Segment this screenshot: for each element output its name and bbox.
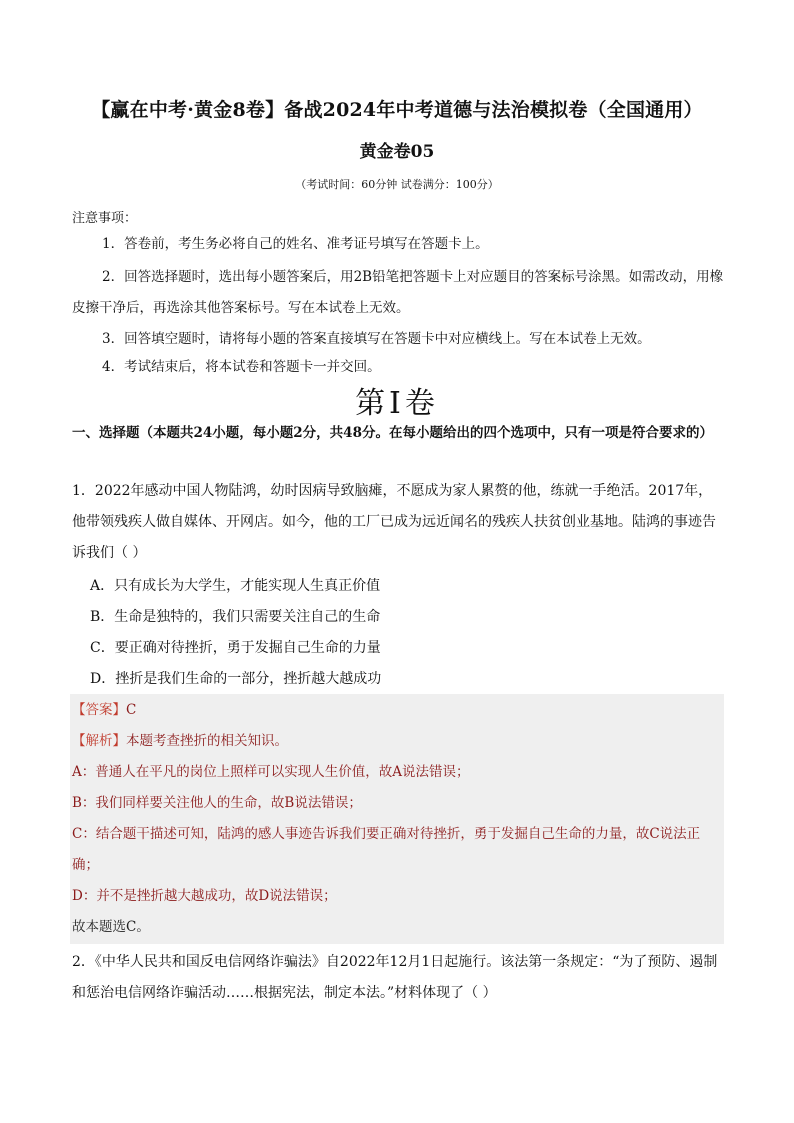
question-1-stem: 1．2022年感动中国人物陆鸿，幼时因病导致脑瘫，不愿成为家人累赘的他，练就一手绝活。2017年，他带领残疾人做自媒体、开网店。如今，他的工厂已成为远近闻名的残疾人扶贫创业基地。陆鸿的事迹告诉我们（ ） [72,483,716,561]
section-heading: 一、选择题（本题共24小题，每小题2分，共48分。在每小题给出的四个选项中，只有一项是符合要求的） [72,425,713,441]
question-2-stem: 2．《中华人民共和国反电信网络诈骗法》自2022年12月1日起施行。该法第一条规定：“为了预防、遏制和惩治电信网络诈骗活动……根据宪法，制定本法。”材料体现了（ ） [72,954,718,1001]
question-1-option-a: A．只有成长为大学生，才能实现人生真正价值 [90,578,381,594]
question-1-option-c: C．要正确对待挫折，勇于发掘自己生命的力量 [90,640,381,656]
answer-tag: 【答案】 [72,702,126,718]
document-title: 【赢在中考·黄金8卷】备战2024年中考道德与法治模拟卷（全国通用） [91,99,703,121]
question-1-option-d: D．挫折是我们生命的一部分，挫折越大越成功 [90,671,382,687]
document-subtitle: 黄金卷05 [359,142,435,162]
answer-line [72,695,722,726]
question-1-option-b: B．生命是独特的，我们只需要关注自己的生命 [90,609,381,625]
analysis-option-d: D：并不是挫折越大越成功，故D说法错误； [72,888,337,904]
note-item-3: 3．回答填空题时，请将每小题的答案直接填写在答题卡中对应横线上。写在本试卷上无效。 [102,331,651,347]
analysis-line [72,726,722,757]
analysis-conclusion: 故本题选C。 [72,919,150,935]
analysis-tag: 【解析】 [72,733,126,749]
note-item-1: 1．答卷前，考生务必将自己的姓名、准考证号填写在答题卡上。 [102,236,489,252]
analysis-option-a: A：普通人在平凡的岗位上照样可以实现人生价值，故A说法错误； [72,764,470,780]
analysis-option-c: C：结合题干描述可知，陆鸿的感人事迹告诉我们要正确对待挫折，勇于发掘自己生命的力量，故C说法正确； [72,826,701,873]
analysis-text: 本题考查挫折的相关知识。 [126,733,288,749]
analysis-option-b: B：我们同样要关注他人的生命，故B说法错误； [72,795,362,811]
notes-heading: 注意事项： [72,211,138,226]
note-item-2: 2．回答选择题时，选出每小题答案后，用2B铅笔把答题卡上对应题目的答案标号涂黑。如需改动，用橡皮擦干净后，再选涂其他答案标号。写在本试卷上无效。 [72,269,724,316]
exam-info: （考试时间：60分钟 试卷满分：100分） [295,178,499,191]
volume-title: 第Ⅰ卷 [355,386,439,421]
note-item-4: 4．考试结束后，将本试卷和答题卡一并交回。 [102,359,381,375]
answer-value: C [126,702,137,718]
